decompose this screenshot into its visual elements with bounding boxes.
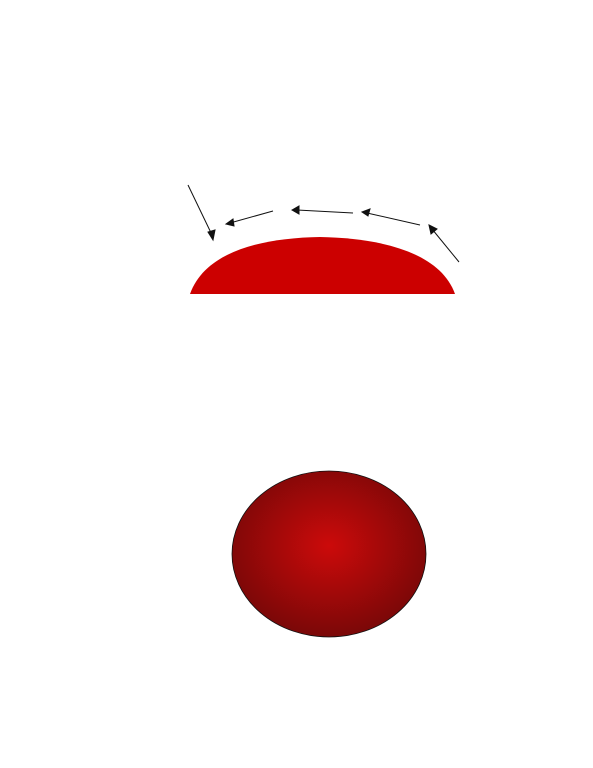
object-dome [190, 237, 455, 294]
arrow-2 [297, 210, 353, 213]
side-view-ellipse [232, 471, 426, 637]
arrow-left-label [188, 185, 213, 237]
arrow-left-label-head [208, 230, 215, 240]
arrow-3 [367, 213, 420, 225]
arrow-4-head [429, 225, 437, 234]
arrow-1-head [226, 219, 234, 226]
arrow-1 [230, 211, 273, 223]
arrow-3-head [362, 209, 370, 216]
arrow-2-head [292, 206, 299, 214]
arrow-4 [432, 229, 459, 262]
